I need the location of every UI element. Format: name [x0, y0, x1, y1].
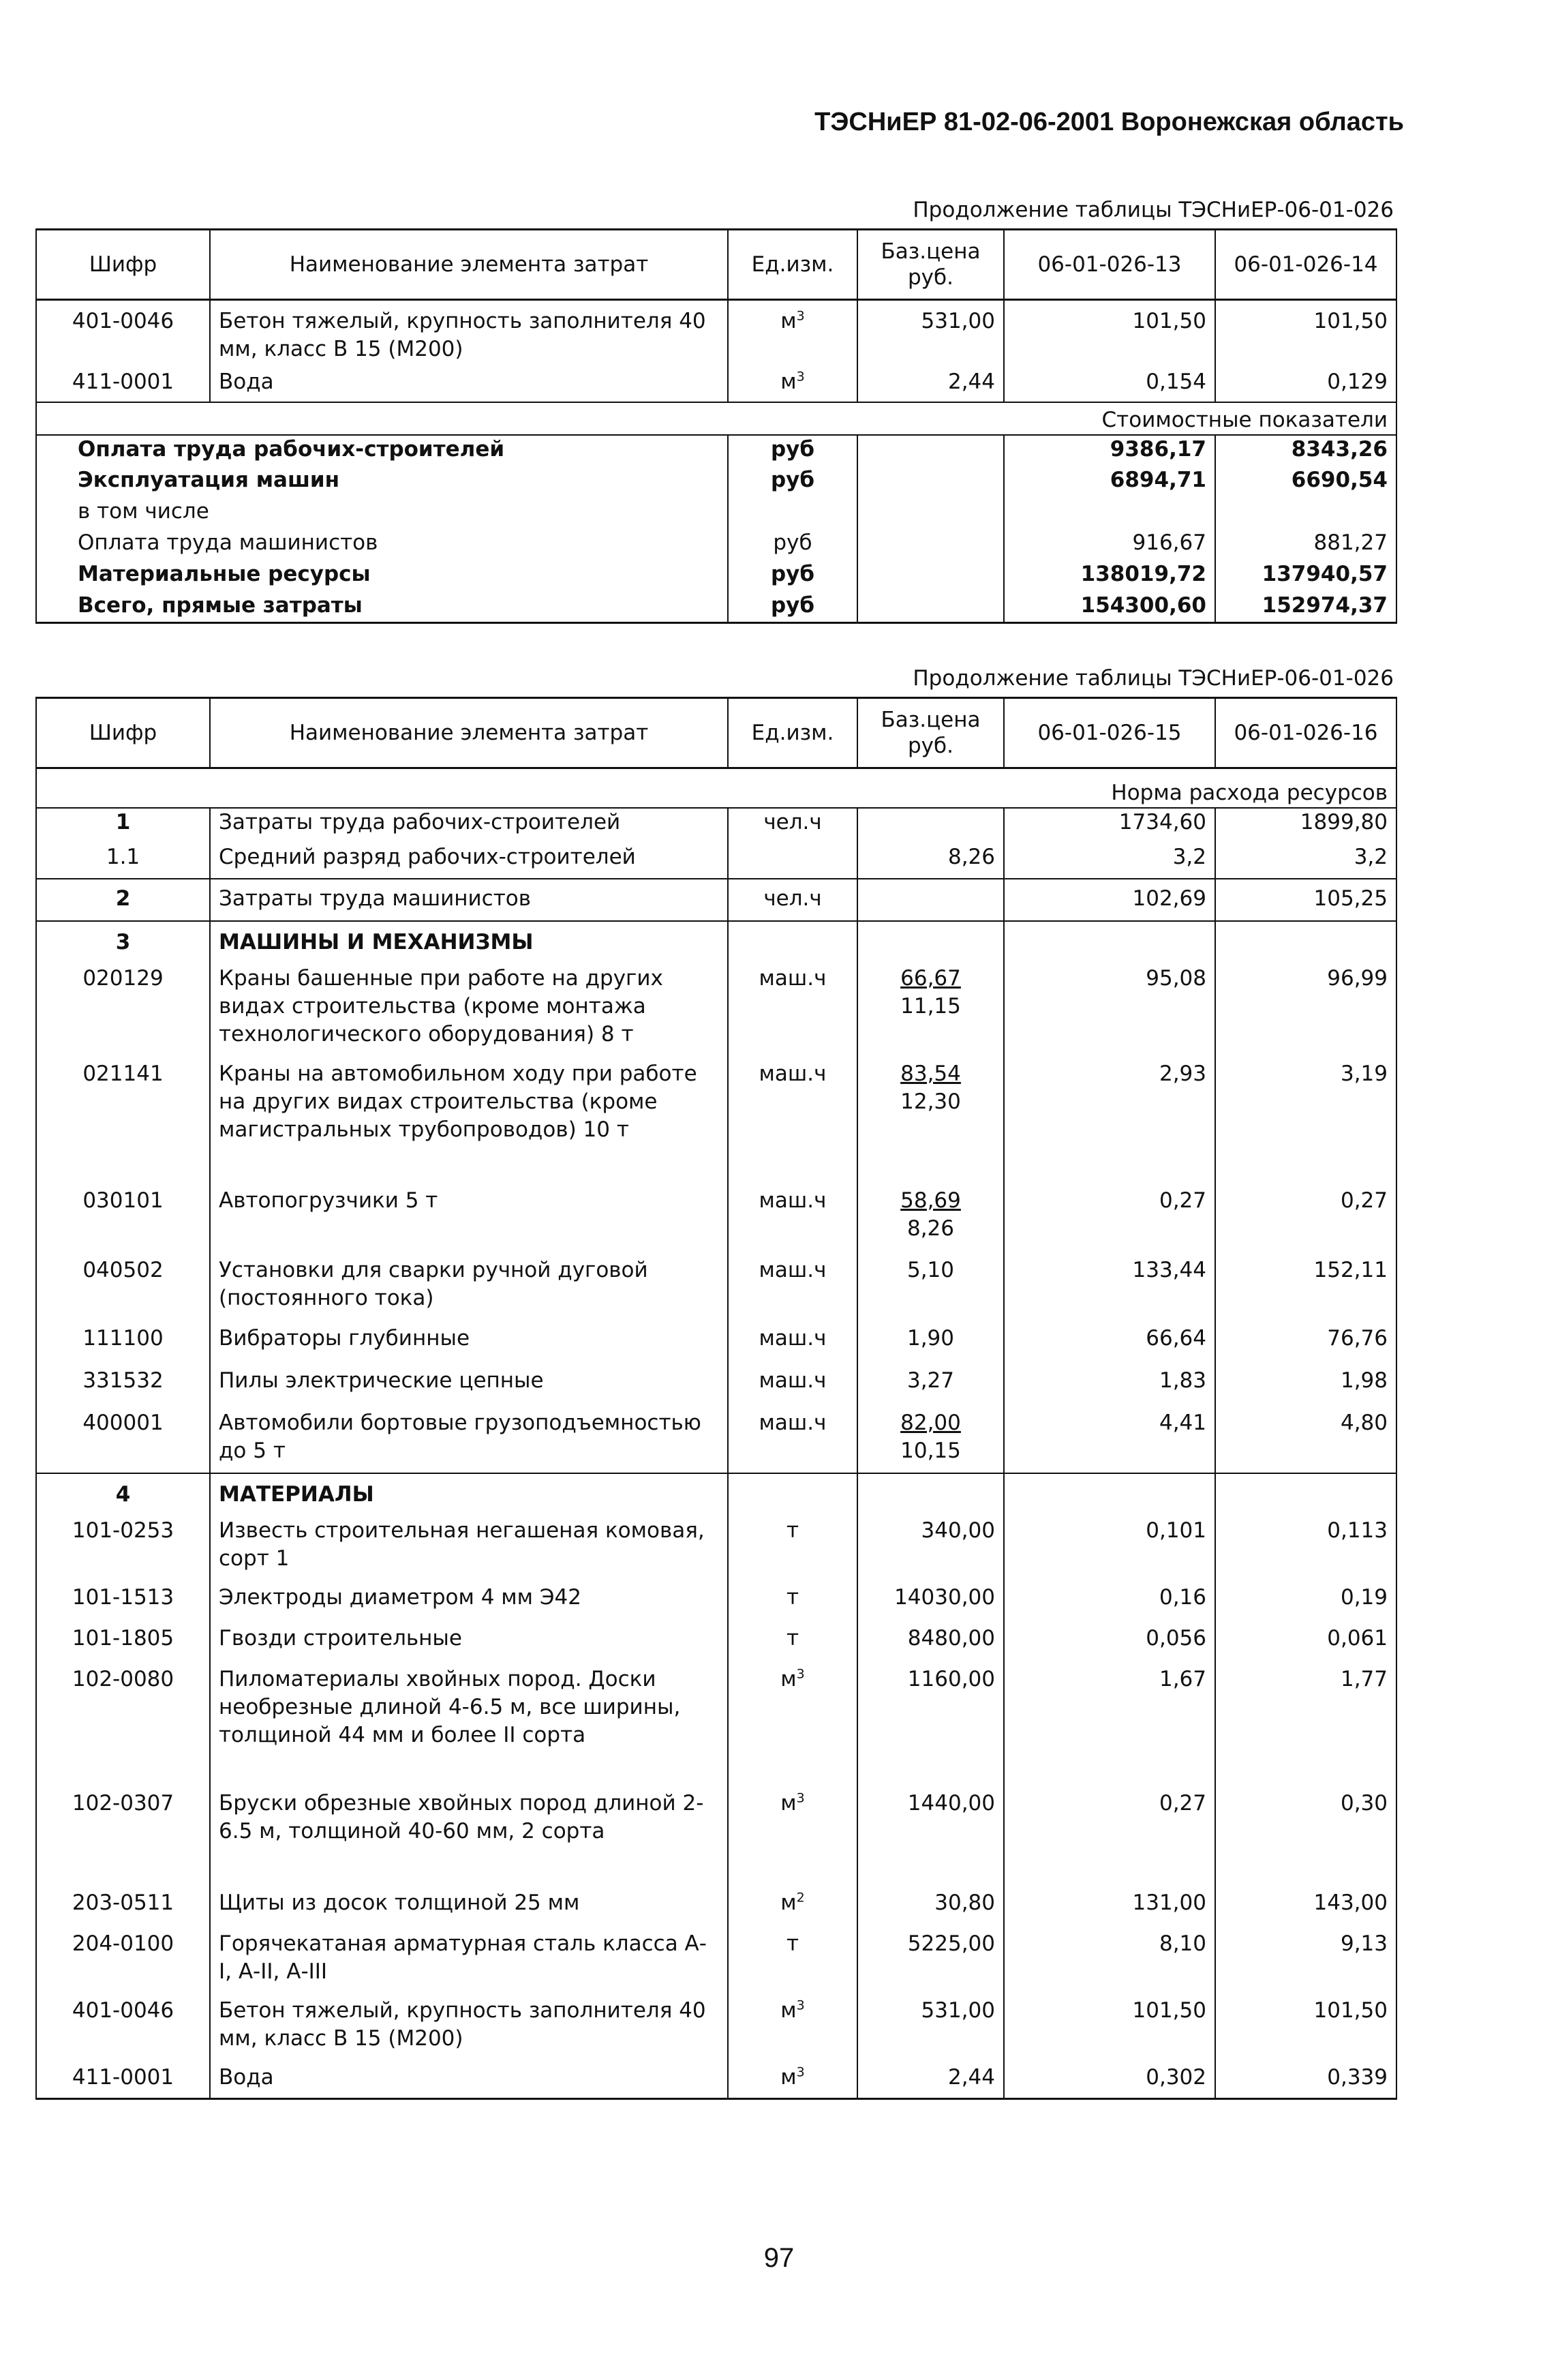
- col-header-name: Наименование элемента затрат: [210, 230, 728, 300]
- page-number: 97: [763, 2243, 795, 2273]
- table-row: 1 Затраты труда рабочих-строителей чел.ч 1734,60 1899,80: [36, 808, 1396, 843]
- table-row: 204-0100 Горячекатаная арматурная сталь класса А-I, А-II, А-III т 5225,00 8,10 9,13: [36, 1930, 1396, 1997]
- section-title: Норма расхода ресурсов: [36, 768, 1396, 808]
- cost-row: Эксплуатация машин руб 6894,71 6690,54: [36, 466, 1396, 498]
- section-title: Стоимостные показатели: [36, 402, 1396, 435]
- col-header-price: Баз.цена руб.: [857, 698, 1004, 768]
- table-row: 401-0046 Бетон тяжелый, крупность заполнителя 40 мм, класс В 15 (М200) $м^3$ 531,00 101,50 101,50: [36, 300, 1396, 368]
- col-header-unit: Ед.изм.: [728, 698, 857, 768]
- col-header-code: Шифр: [36, 230, 210, 300]
- section-row: [36, 768, 1396, 808]
- table-row: 111100 Вибраторы глубинные маш.ч 1,90 66,64 76,76: [36, 1325, 1396, 1367]
- cost-row: Оплата труда машинистов руб 916,67 881,27: [36, 529, 1396, 560]
- table-row: 411-0001 Вода $м^3$ 2,44 0,154 0,129: [36, 368, 1396, 402]
- table-row: 2 Затраты труда машинистов чел.ч 102,69 105,25: [36, 879, 1396, 921]
- col-header-unit: Ед.изм.: [728, 230, 857, 300]
- col-header-v1: 06-01-026-15: [1004, 698, 1215, 768]
- table-row: 401-0046 Бетон тяжелый, крупность заполнителя 40 мм, класс В 15 (М200) $м^3$ 531,00 101,50 101,50: [36, 1997, 1396, 2064]
- table-row: 400001 Автомобили бортовые грузоподъемностью до 5 т маш.ч 82,00 10,15 4,41 4,80: [36, 1409, 1396, 1473]
- table-2-header-row: [36, 698, 1396, 768]
- col-header-v1: 06-01-026-13: [1004, 230, 1215, 300]
- group-header-row: 3 МАШИНЫ И МЕХАНИЗМЫ: [36, 921, 1396, 965]
- table-row: 101-1805 Гвозди строительные т 8480,00 0,056 0,061: [36, 1625, 1396, 1666]
- table-row: 102-0080 Пиломатериалы хвойных пород. Доски необрезные длиной 4-6.5 м, все ширины, толщиной 44 мм и более II сорта $м^3$ 1160,00 1,67 1,77: [36, 1666, 1396, 1790]
- table-row: 030101 Автопогрузчики 5 т маш.ч 58,69 8,26 0,27 0,27: [36, 1187, 1396, 1256]
- col-header-code: Шифр: [36, 698, 210, 768]
- page-header: ТЭСНиЕР 81-02-06-2001 Воронежская область: [814, 108, 1404, 136]
- section-row: [36, 402, 1396, 435]
- table-row: 101-1513 Электроды диаметром 4 мм Э42 т 14030,00 0,16 0,19: [36, 1584, 1396, 1625]
- table-row: 203-0511 Щиты из досок толщиной 25 мм $м^2$ 30,80 131,00 143,00: [36, 1889, 1396, 1930]
- table-row: 040502 Установки для сварки ручной дуговой (постоянного тока) маш.ч 5,10 133,44 152,11: [36, 1256, 1396, 1325]
- table-row: 411-0001 Вода $м^3$ 2,44 0,302 0,339: [36, 2064, 1396, 2099]
- table-row: 020129 Краны башенные при работе на других видах строительства (кроме монтажа технологического оборудования) 8 т маш.ч 66,67 11,15 95,08 96,99: [36, 965, 1396, 1060]
- table-1-header-row: [36, 230, 1396, 300]
- group-header-row: 4 МАТЕРИАЛЫ: [36, 1473, 1396, 1517]
- cost-row: Оплата труда рабочих-строителей руб 9386,17 8343,26: [36, 435, 1396, 466]
- cost-row: Всего, прямые затраты руб 154300,60 152974,37: [36, 592, 1396, 623]
- col-header-name: Наименование элемента затрат: [210, 698, 728, 768]
- col-header-v2: 06-01-026-16: [1215, 698, 1396, 768]
- table-row: 101-0253 Известь строительная негашеная комовая, сорт 1 т 340,00 0,101 0,113: [36, 1517, 1396, 1584]
- cost-row: в том числе: [36, 498, 1396, 529]
- cost-table-1: [35, 228, 1397, 624]
- table-row: 1.1 Средний разряд рабочих-строителей 8,26 3,2 3,2: [36, 843, 1396, 879]
- table-row: 102-0307 Бруски обрезные хвойных пород длиной 2-6.5 м, толщиной 40-60 мм, 2 сорта $м^3$ 1440,00 0,27 0,30: [36, 1790, 1396, 1889]
- cost-row: Материальные ресурсы руб 138019,72 137940,57: [36, 560, 1396, 592]
- table-row: 021141 Краны на автомобильном ходу при работе на других видах строительства (кроме магистральных трубопроводов) 10 т маш.ч 83,54 12,30 2,93 3,19: [36, 1060, 1396, 1187]
- table-row: 331532 Пилы электрические цепные маш.ч 3,27 1,83 1,98: [36, 1367, 1396, 1409]
- col-header-v2: 06-01-026-14: [1215, 230, 1396, 300]
- col-header-price: Баз.цена руб.: [857, 230, 1004, 300]
- table-2-caption: Продолжение таблицы ТЭСНиЕР-06-01-026: [913, 666, 1394, 691]
- resource-table-2: [35, 697, 1397, 2100]
- table-1-caption: Продолжение таблицы ТЭСНиЕР-06-01-026: [913, 198, 1394, 222]
